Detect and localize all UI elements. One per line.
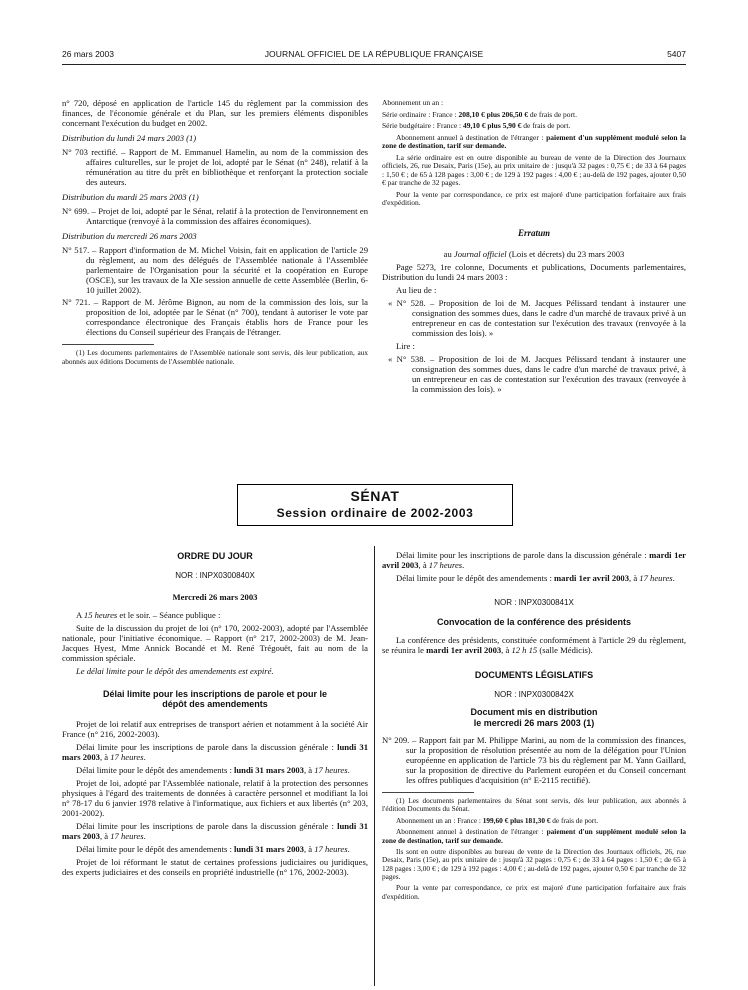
text: . [347, 843, 350, 854]
price: 49,10 € plus 5,90 € [463, 121, 522, 131]
price: 208,10 € plus 206,50 € [458, 109, 529, 119]
price: 199,60 € plus 181,30 € [482, 815, 551, 825]
right-bottom-column [382, 551, 686, 904]
text: , à [99, 830, 111, 841]
distribution-heading: Distribution du lundi 24 mars 2003 (1) [62, 132, 197, 143]
text: de frais de port. [521, 121, 571, 131]
nor-reference: NOR : INPX0300841X [494, 597, 574, 607]
text: Délai limite pour le dépôt des amendements : [76, 843, 234, 854]
text: et le soir. – Séance publique : [117, 609, 221, 620]
text-italic: 17 heures [639, 572, 673, 583]
paragraph: Projet de loi relatif aux entreprises de transport aérien et notamment à la société Air France (n° 216, 2002-2003). [62, 719, 368, 740]
paragraph: N° 699. – Projet de loi, adopté par le Sénat, relatif à la protection de l'environnement en Antarctique (renvoyé à la commission des affaires économiques). [62, 205, 368, 226]
text-italic: Journal officiel [453, 249, 507, 260]
paragraph: Suite de la discussion du projet de loi (n° 170, 2002-2003), adopté par l'Assemblée nationale, pour l'initiative économique. – Rapport (n° 217, 2002-2003) de M. Jean-Jacques Hyest, Mme Annick Bocandé et M. René Trégouët, fait au nom de la commission spéciale. [62, 622, 368, 663]
text: La conférence des présidents, constituée conformément à l'article 29 du règlement, se réunira le [382, 634, 686, 655]
paragraph: N° 721. – Rapport de M. Jérôme Bignon, au nom de la commission des lois, sur la proposition de loi, adoptée par le Sénat (n° 700), tendant à autoriser le vote par correspondance électronique des Français établis hors de France pour les élections du Conseil supérieur des Français de l'étranger. [62, 297, 368, 338]
paragraph: N° 209. – Rapport fait par M. Philippe Marini, au nom de la commission des finances, sur la proposition de résolution présentée au nom de la délégation pour l'Union européenne en application de l'article 73 bis du règlement par M. Yann Gaillard, sur la proposition de directive du Parlement européen et du Conseil concernant les offres publiques d'acquisition (n° E-2115 rectifié). [382, 735, 686, 785]
column-divider [374, 546, 375, 986]
header-date: 26 mars 2003 [62, 49, 114, 59]
paragraph: N° 517. – Rapport d'information de M. Michel Voisin, fait en application de l'article 29 du règlement, au nom des délégués de l'Assemblée nationale à l'Assemblée parlementaire de l'Organisation pour la sécurité et la coopération en Europe (OSCE), sur les travaux de la XIe session annuelle de cette Assemblée (Berlin, 6-10 juillet 2002). [62, 244, 368, 295]
footnote [382, 828, 686, 845]
quote: « N° 528. – Proposition de loi de M. Jacques Pélissard tendant à instaurer une consignation des sommes dues, dans le cadre d'un marché de travaux privé à un entrepreneur en cas de contestation sur l'exécution des travaux (renvoyée à la commission des lois). » [388, 298, 686, 339]
subscription-line [382, 122, 686, 131]
paragraph [62, 822, 368, 842]
section-heading: le mercredi 26 mars 2003 (1) [473, 717, 595, 728]
senat-title: SÉNAT [350, 488, 400, 504]
footnote-rule [382, 792, 474, 793]
footnote-rule [62, 344, 154, 345]
header-rule [62, 64, 686, 65]
text: Délai limite pour les inscriptions de parole dans la discussion générale : [76, 742, 338, 753]
text: . [347, 765, 350, 776]
journal-title: JOURNAL OFFICIEL DE LA RÉPUBLIQUE FRANÇAISE [264, 49, 484, 59]
text: Abonnement annuel à destination de l'étranger : [396, 132, 547, 142]
paragraph [382, 636, 686, 656]
footnotes [382, 797, 686, 901]
text: , à [418, 559, 429, 570]
text: Délai limite pour le dépôt des amendements : [76, 765, 234, 776]
text: , à [629, 572, 640, 583]
section-heading: DOCUMENTS LÉGISLATIFS [474, 669, 594, 680]
section-heading: Document mis en distribution [470, 707, 598, 718]
text-italic: 17 heures [314, 843, 348, 854]
footnote: Pour la vente par correspondance, ce prix est majoré d'une participation forfaitaire aux frais d'expédition. [382, 883, 686, 901]
text-bold: mardi 1er avril 2003 [426, 644, 502, 655]
text-bold: paiement d'un supplément modulé selon la zone de destination, tarif sur demande. [382, 827, 686, 845]
footnote: Ils sont en outre disponibles au bureau de vente de la Direction des Journaux officiels, 26, rue Desaix, Paris (15e), au prix unitaire de : jusqu'à 32 pages : 0,75 € ; de 33 à 64 pages : 1,50 € ; de 65 à 128 pages : 3,00 € ; de 129 à 192 pages : 4,00 € ; au-delà de 192 pages, ajouter 0,50 € par tranche de 32 pages. [382, 846, 686, 882]
left-bottom-column [62, 551, 368, 881]
paragraph: Page 5273, 1re colonne, Documents et publications, Documents parlementaires, Distribution du lundi 24 mars 2003 : [382, 262, 686, 283]
text-bold: lundi 31 mars 2003 [62, 742, 369, 763]
paragraph [62, 611, 368, 621]
section-heading: Convocation de la conférence des présidents [436, 617, 632, 628]
text-bold: lundi 31 mars 2003 [234, 843, 304, 854]
right-top-column [382, 99, 686, 398]
nor-reference: NOR : INPX0300840X [175, 571, 255, 581]
erratum-source [382, 250, 686, 260]
text: (salle Médicis). [537, 644, 593, 655]
text: Série ordinaire : France : [382, 109, 459, 119]
session-title: Session ordinaire de 2002-2003 [276, 506, 474, 521]
nor-reference: NOR : INPX0300842X [494, 689, 574, 699]
text: Abonnement annuel à destination de l'étranger : [396, 827, 547, 837]
text: . [462, 559, 465, 570]
text-bold: paiement d'un supplément modulé selon la zone de destination, tarif sur demande. [382, 132, 686, 151]
paragraph: Projet de loi réformant le statut de certaines professions judiciaires ou juridiques, des experts judiciaires et des conseils en propriété industrielle (n° 176, 2002-2003). [62, 856, 368, 877]
text: de frais de port. [528, 109, 577, 119]
text: Délai limite pour les inscriptions de parole dans la discussion générale : [396, 550, 650, 560]
paragraph: La série ordinaire est en outre disponible au bureau de vente de la Direction des Journaux officiels, 26, rue Desaix, Paris (15e), au prix unitaire de : jusqu'à 32 pages : 0,75 € ; de 33 à 64 pages : 1,50 € ; de 65 à 128 pages : 3,00 € ; de 129 à 192 pages : 4,00 € ; au-delà de 192 pages, ajouter 0,50 € par tranche de 32 pages. [382, 152, 686, 188]
page-header [62, 50, 686, 62]
text: Série budgétaire : France : [382, 121, 464, 131]
text-bold: mardi 1er avril 2003 [554, 572, 630, 583]
text: . [143, 752, 146, 763]
footnote [382, 817, 686, 825]
paragraph: Pour la vente par correspondance, ce prix est majoré d'une participation forfaitaire aux frais d'expédition. [382, 189, 686, 208]
paragraph [62, 766, 368, 776]
text-bold: lundi 31 mars 2003 [234, 765, 304, 776]
section-heading: ORDRE DU JOUR [177, 551, 253, 561]
left-top-column [62, 99, 368, 369]
text: A [76, 609, 84, 620]
paragraph: N° 703 rectifié. – Rapport de M. Emmanuel Hamelin, au nom de la commission des affaires culturelles, sur le projet de loi, adopté par le Sénat (n° 248), relatif à la rémunération au titre du prêt en bibliothèque et renforçant la protection sociale des auteurs. [62, 146, 368, 187]
label: Lire : [396, 341, 415, 352]
text: , à [99, 752, 111, 763]
paragraph [382, 551, 686, 571]
label: Au lieu de : [396, 285, 437, 296]
senat-title-box [237, 484, 513, 526]
subscription-line [382, 111, 686, 120]
paragraph [382, 574, 686, 584]
erratum-body [382, 250, 686, 395]
text: au [443, 249, 454, 260]
text: , à [303, 765, 315, 776]
text-bold: lundi 31 mars 2003 [62, 820, 369, 841]
text-italic: 17 heures [314, 765, 348, 776]
paragraph: Le délai limite pour le dépôt des amendements est expiré. [76, 665, 274, 676]
distribution-heading: Distribution du mercredi 26 mars 2003 [62, 230, 197, 241]
subscription-title: Abonnement un an : [382, 98, 444, 107]
erratum-heading: Erratum [517, 228, 550, 239]
text-italic: 17 heures [110, 830, 144, 841]
date-heading: Mercredi 26 mars 2003 [172, 591, 258, 602]
text: Délai limite pour le dépôt des amendements : [396, 572, 554, 583]
text-italic: 17 heures [428, 559, 463, 570]
text-italic: 17 heures [110, 752, 144, 763]
quote: « N° 538. – Proposition de loi de M. Jacques Pélissard tendant à instaurer une consignation des sommes dues, dans le cadre d'un marché de travaux privé, à un entrepreneur en cas de contestation sur l'exécution des travaux (renvoyée à la commission des lois). » [388, 353, 686, 394]
text-italic: 12 h 15 [511, 644, 538, 655]
text-italic: 15 heures [83, 609, 118, 620]
footnote: (1) Les documents parlementaires de l'Assemblée nationale sont servis, dès leur publication, aux abonnés aux éditions Documents de l'Assemblée nationale. [62, 348, 368, 366]
paragraph: n° 720, déposé en application de l'article 145 du règlement par la commission des finances, de l'économie générale et du Plan, sur les premiers éléments disponibles concernant l'exécution du budget en 2002. [62, 98, 368, 128]
paragraph [62, 845, 368, 855]
page-number: 5407 [667, 49, 686, 59]
text: Abonnement un an : France : [396, 815, 483, 825]
section-heading: Délai limite pour les inscriptions de parole et pour le dépôt des amendements [102, 689, 328, 710]
text: , à [501, 644, 512, 655]
paragraph [62, 743, 368, 763]
text-bold: mardi 1er avril 2003 [382, 550, 686, 570]
subscription-line [382, 134, 686, 151]
text: . [143, 830, 146, 841]
text: . [672, 572, 675, 583]
distribution-heading: Distribution du mardi 25 mars 2003 (1) [62, 191, 199, 202]
text: , à [303, 843, 315, 854]
paragraph: Projet de loi, adopté par l'Assemblée nationale, relatif à la protection des personnes physiques à l'égard des traitements de données à caractère personnel et modifiant la loi n° 78-17 du 6 janvier 1978 relative à l'informatique, aux fichiers et aux libertés (n° 203, 2001-2002). [62, 778, 368, 819]
text: (Lois et décrets) du 23 mars 2003 [506, 249, 625, 260]
text: Délai limite pour les inscriptions de parole dans la discussion générale : [76, 820, 338, 831]
footnote: (1) Les documents parlementaires du Sénat sont servis, dès leur publication, aux abonnés à l'édition Documents du Sénat. [382, 795, 686, 814]
text: de frais de port. [550, 815, 599, 825]
